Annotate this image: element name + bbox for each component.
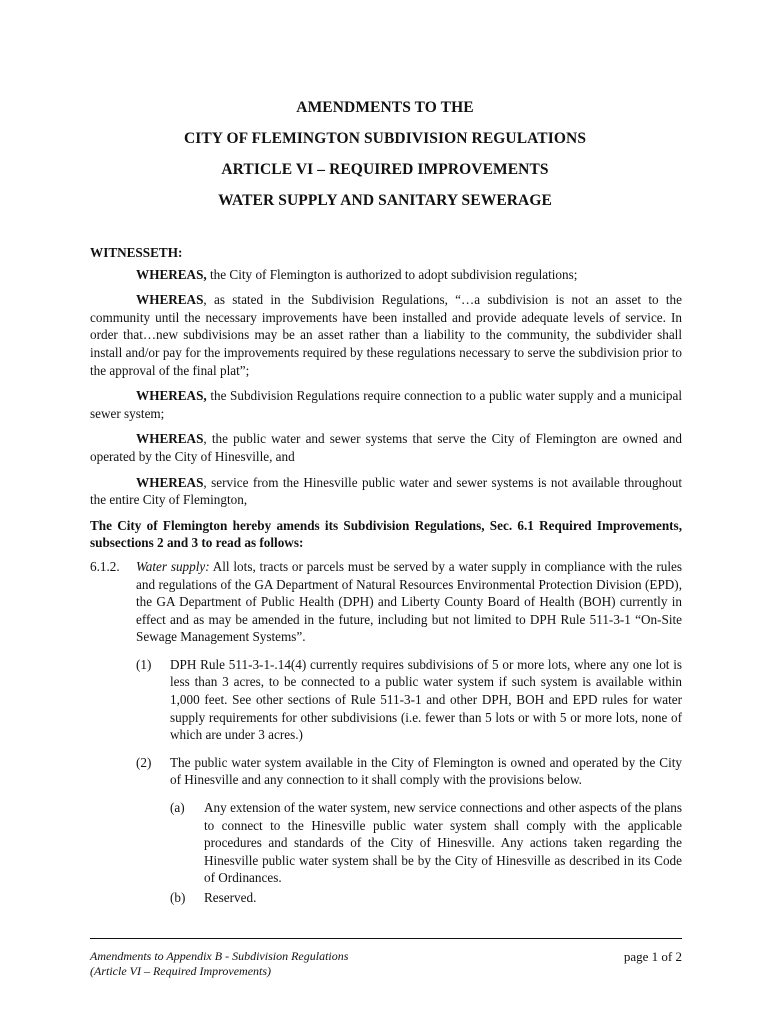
title-line-3: ARTICLE VI – REQUIRED IMPROVEMENTS — [221, 161, 549, 178]
title-line-4: WATER SUPPLY AND SANITARY SEWERAGE — [218, 192, 552, 209]
subsection-2b — [170, 889, 682, 907]
section-text: All lots, tracts or parcels must be served by a water supply in compliance with the rules and regulations of the GA Department of Natural Resources Environmental Protection Division (EPD), the GA Department of Public Health (DPH) and Liberty County Board of Health (BOH) currently in effect and as may be amended in the future, including but not limited to DPH Rule 511-3-1 “On-Site Sewage Management Systems”. — [136, 558, 682, 645]
whereas-lead: WHEREAS, — [136, 388, 207, 404]
document-title — [0, 92, 770, 216]
subsubsection-number: (b) — [170, 890, 186, 905]
amendment-statement: The City of Flemington hereby amends its Subdivision Regulations, Sec. 6.1 Required Improvements, subsections 2 and 3 to read as follows: — [90, 517, 682, 551]
subsection-1 — [136, 656, 682, 744]
title-line-1: AMENDMENTS TO THE — [296, 99, 474, 116]
subsection-2a — [170, 799, 682, 887]
subsection-number: (1) — [136, 656, 152, 672]
subsection-text: DPH Rule 511-3-1-.14(4) currently requires subdivisions of 5 or more lots, where any one lot is less than 3 acres, to be connected to a public water system if such system is available within 1,000 feet. See other sections of Rule 511-3-1 and other DPH, BOH and EPD rules for water supply requirements for other subdivisions (i.e. fewer than 5 lots or with 5 or more lots, none of which are under 3 acres.) — [170, 656, 682, 743]
title-line-2: CITY OF FLEMINGTON SUBDIVISION REGULATIONS — [183, 130, 587, 147]
whereas-text: , as stated in the Subdivision Regulations, “…a subdivision is not an asset to the community until the necessary improvements have been installed and provide adequate levels of service. In order that…new subdivisions may be an asset rather than a liability to the community, the subdivider shall install and/or pay for the improvements required by these regulations necessary to serve the subdivision prior to the approval of the final plat”; — [90, 292, 682, 378]
subsubsection-text: Reserved. — [204, 890, 257, 905]
page-number: page 1 of 2 — [623, 949, 682, 964]
whereas-text: the Subdivision Regulations require connection to a public water supply and a municipal sewer system; — [90, 388, 682, 421]
document-body — [90, 244, 682, 909]
section-6-1-2 — [90, 558, 682, 646]
subsection-2 — [136, 754, 682, 789]
whereas-text: the City of Flemington is authorized to adopt subdivision regulations; — [206, 266, 578, 282]
whereas-clause-5 — [90, 474, 682, 509]
whereas-clause-1 — [90, 266, 682, 284]
whereas-lead: WHEREAS — [136, 292, 204, 308]
whereas-lead: WHEREAS — [136, 474, 204, 490]
subsection-text: The public water system available in the City of Flemington is owned and operated by the City of Hinesville and any connection to it shall comply with the provisions below. — [170, 754, 682, 788]
whereas-text: , service from the Hinesville public water and sewer systems is not available throughout the entire City of Flemington, — [90, 474, 682, 508]
whereas-lead: WHEREAS — [136, 431, 204, 447]
subsection-number: (2) — [136, 754, 152, 770]
section-heading: Water supply: — [136, 558, 210, 574]
witnesseth-heading: WITNESSETH: — [90, 245, 183, 260]
whereas-text: , the public water and sewer systems that serve the City of Flemington are owned and operated by the City of Hinesville, and — [90, 431, 682, 464]
whereas-clause-4 — [90, 430, 682, 465]
whereas-lead: WHEREAS, — [136, 266, 207, 282]
section-number: 6.1.2. — [90, 558, 120, 574]
whereas-clause-2 — [90, 291, 682, 379]
footer-line-1: Amendments to Appendix B - Subdivision Regulations — [90, 949, 349, 963]
subsubsection-number: (a) — [170, 800, 185, 816]
footer-line-2: (Article VI – Required Improvements) — [90, 964, 272, 978]
subsubsection-text: Any extension of the water system, new service connections and other aspects of the plans to connect to the Hinesville public water system shall comply with the applicable procedures and standards of the City of Hinesville. Any actions taken regarding the Hinesville public water system shall be by the City of Hinesville as described in its Code of Ordinances. — [204, 800, 682, 886]
whereas-clause-3 — [90, 387, 682, 422]
page-footer — [90, 938, 682, 979]
